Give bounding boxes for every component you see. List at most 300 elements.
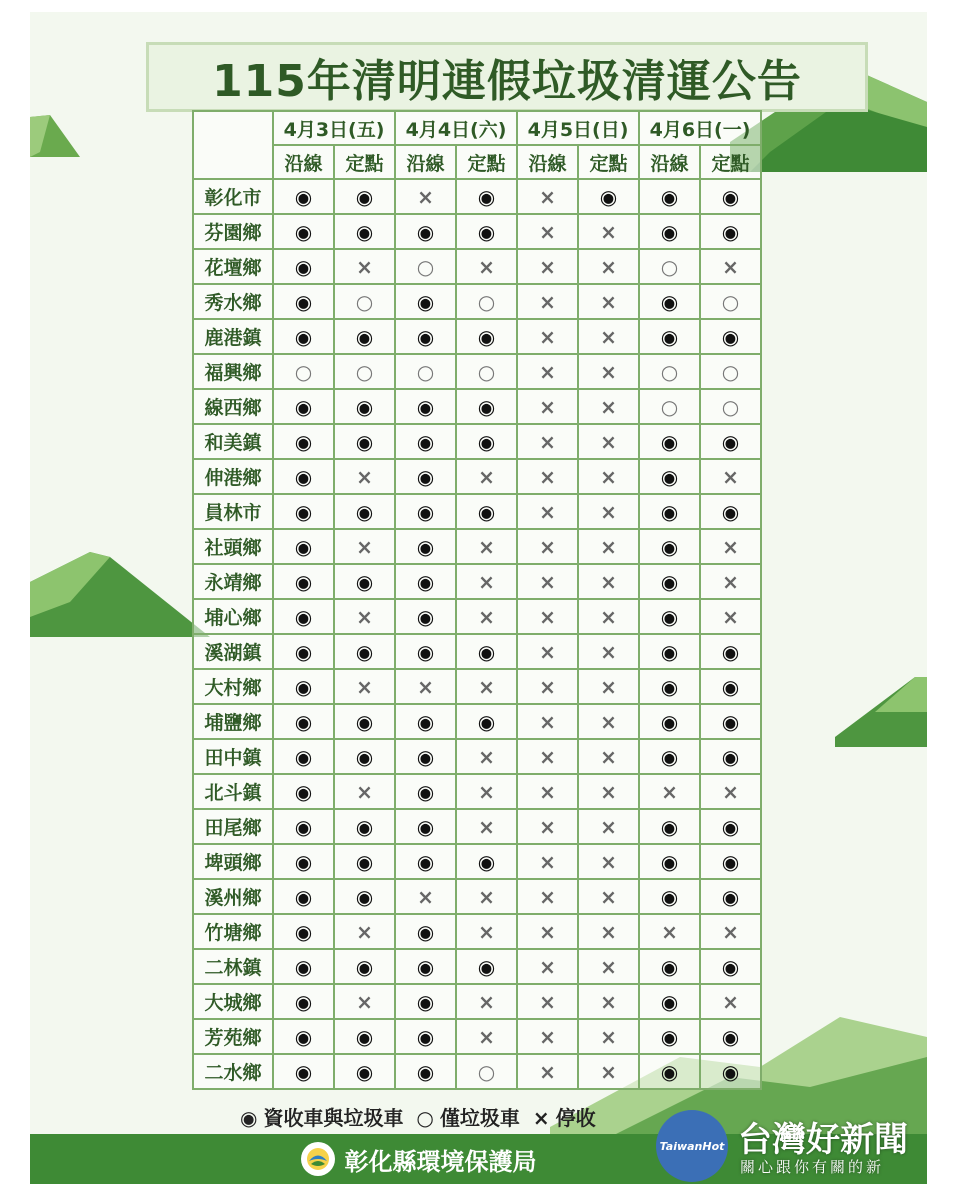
status-cell-day1-fixed — [334, 809, 395, 844]
page-title: 115年清明連假垃圾清運公告 — [212, 56, 802, 107]
status-cell-day2-fixed — [456, 774, 517, 809]
schedule-table — [192, 110, 762, 1090]
status-cell-day4-route — [639, 1054, 700, 1089]
status-cell-day2-fixed — [456, 949, 517, 984]
status-cell-day3-route — [517, 564, 578, 599]
table-row — [193, 249, 761, 284]
status-symbol-both: ◉ — [721, 429, 740, 454]
status-cell-day2-route — [395, 354, 456, 389]
town-name: 二水鄉 — [193, 1054, 273, 1089]
status-symbol-both: ◉ — [660, 814, 679, 839]
status-symbol-stop: × — [478, 989, 495, 1014]
status-cell-day4-fixed — [700, 634, 761, 669]
status-symbol-stop: × — [478, 779, 495, 804]
table-row — [193, 599, 761, 634]
status-cell-day3-route — [517, 214, 578, 249]
status-symbol-stop: × — [356, 464, 373, 489]
status-symbol-stop: × — [600, 919, 617, 944]
status-symbol-both: ◉ — [355, 394, 374, 419]
status-cell-day1-route — [273, 249, 334, 284]
status-symbol-stop: × — [600, 569, 617, 594]
sub-header-route: 沿線 — [395, 145, 456, 179]
status-symbol-stop: × — [539, 499, 556, 524]
status-cell-day1-fixed — [334, 914, 395, 949]
sub-header-route: 沿線 — [517, 145, 578, 179]
town-name: 二林鎮 — [193, 949, 273, 984]
status-symbol-stop: × — [539, 639, 556, 664]
status-cell-day2-fixed — [456, 214, 517, 249]
status-cell-day4-fixed — [700, 879, 761, 914]
status-cell-day1-route — [273, 774, 334, 809]
table-row — [193, 179, 761, 214]
watermark-slogan: 關心跟你有關的新 — [740, 1158, 885, 1176]
status-cell-day1-fixed — [334, 1019, 395, 1054]
status-cell-day2-fixed — [456, 389, 517, 424]
status-cell-day2-fixed — [456, 494, 517, 529]
status-cell-day4-route — [639, 424, 700, 459]
status-cell-day2-route — [395, 564, 456, 599]
status-cell-day4-fixed — [700, 599, 761, 634]
status-symbol-both: ◉ — [660, 709, 679, 734]
status-symbol-stop: × — [600, 779, 617, 804]
status-cell-day1-route — [273, 494, 334, 529]
status-symbol-stop: × — [539, 919, 556, 944]
sub-header-row — [193, 145, 761, 179]
status-cell-day3-fixed — [578, 669, 639, 704]
status-symbol-garbage: ○ — [721, 289, 740, 314]
status-symbol-garbage: ○ — [416, 359, 435, 384]
date-header-row — [193, 111, 761, 145]
table-row — [193, 984, 761, 1019]
status-cell-day1-route — [273, 284, 334, 319]
status-symbol-stop: × — [600, 219, 617, 244]
status-symbol-stop: × — [356, 604, 373, 629]
status-cell-day1-route — [273, 459, 334, 494]
status-cell-day2-route — [395, 669, 456, 704]
status-cell-day1-route — [273, 1054, 334, 1089]
status-symbol-garbage: ○ — [721, 394, 740, 419]
status-cell-day3-fixed — [578, 179, 639, 214]
status-symbol-both: ◉ — [416, 1059, 435, 1084]
status-symbol-stop: × — [539, 1024, 556, 1049]
status-symbol-both: ◉ — [355, 324, 374, 349]
status-cell-day3-fixed — [578, 1054, 639, 1089]
status-cell-day1-fixed — [334, 704, 395, 739]
status-symbol-both: ◉ — [294, 989, 313, 1014]
status-cell-day3-route — [517, 179, 578, 214]
status-symbol-both: ◉ — [660, 184, 679, 209]
status-cell-day2-route — [395, 389, 456, 424]
status-cell-day1-fixed — [334, 669, 395, 704]
status-symbol-both: ◉ — [660, 849, 679, 874]
status-symbol-stop: × — [539, 219, 556, 244]
town-name: 鹿港鎮 — [193, 319, 273, 354]
status-cell-day2-fixed — [456, 914, 517, 949]
table-row — [193, 704, 761, 739]
status-symbol-stop: × — [600, 884, 617, 909]
status-cell-day1-route — [273, 319, 334, 354]
status-cell-day3-fixed — [578, 284, 639, 319]
status-cell-day2-fixed — [456, 879, 517, 914]
status-cell-day2-fixed — [456, 844, 517, 879]
status-cell-day4-fixed — [700, 284, 761, 319]
status-cell-day4-route — [639, 354, 700, 389]
town-name: 田中鎮 — [193, 739, 273, 774]
mountain-mid-left-decoration — [30, 542, 210, 637]
status-cell-day4-fixed — [700, 529, 761, 564]
status-symbol-garbage: ○ — [660, 394, 679, 419]
status-cell-day1-route — [273, 389, 334, 424]
status-symbol-both: ◉ — [416, 849, 435, 874]
status-symbol-stop: × — [722, 604, 739, 629]
status-cell-day1-route — [273, 704, 334, 739]
town-name: 秀水鄉 — [193, 284, 273, 319]
table-row — [193, 914, 761, 949]
table-row — [193, 634, 761, 669]
status-symbol-both: ◉ — [416, 499, 435, 524]
status-cell-day2-route — [395, 599, 456, 634]
status-symbol-both: ◉ — [721, 184, 740, 209]
status-symbol-both: ◉ — [477, 324, 496, 349]
status-symbol-both: ◉ — [355, 954, 374, 979]
status-symbol-both: ◉ — [721, 814, 740, 839]
status-symbol-both: ◉ — [477, 639, 496, 664]
table-row — [193, 564, 761, 599]
status-symbol-both: ◉ — [416, 569, 435, 594]
status-symbol-both: ◉ — [721, 884, 740, 909]
status-symbol-stop: × — [478, 534, 495, 559]
status-symbol-both: ◉ — [660, 464, 679, 489]
status-symbol-stop: × — [478, 464, 495, 489]
status-cell-day4-fixed — [700, 354, 761, 389]
status-cell-day2-route — [395, 634, 456, 669]
status-cell-day4-fixed — [700, 949, 761, 984]
status-symbol-both: ◉ — [355, 814, 374, 839]
town-name: 伸港鄉 — [193, 459, 273, 494]
status-symbol-stop: × — [539, 989, 556, 1014]
status-symbol-both: ◉ — [355, 709, 374, 734]
status-symbol-stop: × — [539, 569, 556, 594]
status-cell-day1-route — [273, 179, 334, 214]
status-cell-day4-route — [639, 319, 700, 354]
status-symbol-stop: × — [539, 744, 556, 769]
status-symbol-stop: × — [478, 569, 495, 594]
table-row — [193, 809, 761, 844]
status-symbol-stop: × — [600, 709, 617, 734]
status-symbol-both: ◉ — [660, 289, 679, 314]
status-cell-day3-fixed — [578, 739, 639, 774]
status-cell-day3-route — [517, 249, 578, 284]
status-cell-day1-route — [273, 214, 334, 249]
status-cell-day3-fixed — [578, 634, 639, 669]
table-row — [193, 319, 761, 354]
status-symbol-both: ◉ — [294, 1059, 313, 1084]
status-symbol-both: ◉ — [416, 604, 435, 629]
status-symbol-both: ◉ — [355, 1059, 374, 1084]
status-symbol-stop: × — [356, 534, 373, 559]
table-row — [193, 529, 761, 564]
status-symbol-both: ◉ — [355, 744, 374, 769]
status-symbol-stop: × — [417, 674, 434, 699]
status-symbol-both: ◉ — [660, 884, 679, 909]
agency-logo-icon — [301, 1142, 335, 1176]
status-symbol-stop: × — [539, 954, 556, 979]
status-symbol-stop: × — [478, 604, 495, 629]
status-symbol-both: ◉ — [477, 709, 496, 734]
status-cell-day1-fixed — [334, 599, 395, 634]
status-cell-day1-route — [273, 879, 334, 914]
status-cell-day2-fixed — [456, 634, 517, 669]
status-symbol-stop: × — [539, 709, 556, 734]
status-symbol-stop: × — [539, 254, 556, 279]
status-symbol-both: ◉ — [294, 219, 313, 244]
status-cell-day1-route — [273, 354, 334, 389]
status-cell-day3-fixed — [578, 1019, 639, 1054]
status-symbol-both: ◉ — [721, 219, 740, 244]
status-cell-day4-route — [639, 669, 700, 704]
sub-header-fixed: 定點 — [334, 145, 395, 179]
announcement-poster — [30, 12, 927, 1184]
status-symbol-garbage: ○ — [294, 359, 313, 384]
status-symbol-both: ◉ — [660, 954, 679, 979]
status-symbol-both: ◉ — [294, 849, 313, 874]
status-symbol-stop: × — [600, 1024, 617, 1049]
status-symbol-both: ◉ — [294, 499, 313, 524]
status-cell-day3-route — [517, 984, 578, 1019]
status-cell-day1-fixed — [334, 879, 395, 914]
status-symbol-both: ◉ — [416, 219, 435, 244]
status-cell-day4-route — [639, 879, 700, 914]
status-symbol-both: ◉ — [355, 849, 374, 874]
status-symbol-both: ◉ — [294, 429, 313, 454]
status-cell-day4-route — [639, 179, 700, 214]
status-cell-day4-fixed — [700, 564, 761, 599]
status-symbol-garbage: ○ — [477, 1059, 496, 1084]
legend-garbage-symbol: ○ — [416, 1106, 434, 1130]
status-symbol-stop: × — [722, 919, 739, 944]
status-cell-day2-fixed — [456, 354, 517, 389]
status-symbol-both: ◉ — [660, 989, 679, 1014]
status-symbol-both: ◉ — [721, 639, 740, 664]
status-cell-day3-route — [517, 529, 578, 564]
sub-header-fixed: 定點 — [456, 145, 517, 179]
status-symbol-stop: × — [600, 289, 617, 314]
status-cell-day4-route — [639, 984, 700, 1019]
status-cell-day1-fixed — [334, 494, 395, 529]
status-symbol-stop: × — [356, 674, 373, 699]
status-symbol-both: ◉ — [416, 1024, 435, 1049]
status-symbol-both: ◉ — [721, 709, 740, 734]
status-symbol-both: ◉ — [660, 534, 679, 559]
status-symbol-both: ◉ — [294, 744, 313, 769]
status-symbol-both: ◉ — [416, 954, 435, 979]
status-cell-day4-route — [639, 914, 700, 949]
status-cell-day1-fixed — [334, 214, 395, 249]
status-cell-day3-fixed — [578, 459, 639, 494]
status-symbol-both: ◉ — [294, 954, 313, 979]
status-cell-day2-route — [395, 914, 456, 949]
status-cell-day1-route — [273, 809, 334, 844]
status-symbol-both: ◉ — [294, 324, 313, 349]
status-cell-day4-fixed — [700, 424, 761, 459]
status-symbol-both: ◉ — [294, 464, 313, 489]
status-symbol-stop: × — [356, 919, 373, 944]
status-cell-day3-route — [517, 669, 578, 704]
status-cell-day2-route — [395, 1054, 456, 1089]
status-symbol-stop: × — [417, 184, 434, 209]
town-name: 竹塘鄉 — [193, 914, 273, 949]
status-symbol-stop: × — [661, 919, 678, 944]
status-cell-day2-fixed — [456, 284, 517, 319]
status-cell-day1-route — [273, 564, 334, 599]
status-symbol-both: ◉ — [721, 954, 740, 979]
status-cell-day4-fixed — [700, 809, 761, 844]
town-name: 和美鎮 — [193, 424, 273, 459]
status-cell-day3-fixed — [578, 914, 639, 949]
status-symbol-both: ◉ — [355, 639, 374, 664]
legend-garbage-label: 僅垃圾車 — [439, 1106, 520, 1130]
town-name: 芬園鄉 — [193, 214, 273, 249]
town-name: 福興鄉 — [193, 354, 273, 389]
status-symbol-both: ◉ — [416, 429, 435, 454]
status-cell-day2-route — [395, 984, 456, 1019]
table-row — [193, 459, 761, 494]
status-cell-day4-route — [639, 844, 700, 879]
status-cell-day3-route — [517, 319, 578, 354]
status-symbol-both: ◉ — [294, 674, 313, 699]
status-symbol-garbage: ○ — [477, 289, 496, 314]
status-cell-day3-fixed — [578, 949, 639, 984]
status-cell-day4-fixed — [700, 249, 761, 284]
status-symbol-stop: × — [356, 989, 373, 1014]
status-cell-day4-fixed — [700, 844, 761, 879]
status-cell-day1-route — [273, 914, 334, 949]
status-cell-day4-fixed — [700, 669, 761, 704]
status-cell-day2-fixed — [456, 599, 517, 634]
status-cell-day2-route — [395, 249, 456, 284]
status-cell-day3-route — [517, 914, 578, 949]
status-cell-day3-route — [517, 389, 578, 424]
status-cell-day1-route — [273, 844, 334, 879]
status-symbol-both: ◉ — [660, 499, 679, 524]
legend-both-label: 資收車與垃圾車 — [263, 1106, 404, 1130]
date-header: 4月4日(六) — [395, 111, 517, 145]
status-symbol-stop: × — [722, 534, 739, 559]
status-symbol-both: ◉ — [477, 499, 496, 524]
status-cell-day2-route — [395, 704, 456, 739]
status-cell-day3-route — [517, 1054, 578, 1089]
status-cell-day3-fixed — [578, 704, 639, 739]
status-symbol-stop: × — [539, 779, 556, 804]
status-cell-day2-fixed — [456, 704, 517, 739]
status-symbol-stop: × — [600, 499, 617, 524]
status-cell-day4-fixed — [700, 984, 761, 1019]
status-symbol-stop: × — [600, 394, 617, 419]
status-cell-day2-fixed — [456, 249, 517, 284]
status-symbol-garbage: ○ — [660, 359, 679, 384]
status-symbol-both: ◉ — [294, 534, 313, 559]
date-header: 4月6日(一) — [639, 111, 761, 145]
status-symbol-both: ◉ — [660, 429, 679, 454]
status-symbol-both: ◉ — [477, 849, 496, 874]
status-symbol-stop: × — [600, 429, 617, 454]
status-symbol-stop: × — [478, 884, 495, 909]
status-cell-day4-fixed — [700, 914, 761, 949]
status-cell-day3-fixed — [578, 214, 639, 249]
status-symbol-both: ◉ — [721, 1059, 740, 1084]
status-symbol-both: ◉ — [294, 254, 313, 279]
town-name: 北斗鎮 — [193, 774, 273, 809]
status-cell-day2-route — [395, 494, 456, 529]
town-name: 埔鹽鄉 — [193, 704, 273, 739]
status-cell-day3-route — [517, 949, 578, 984]
status-symbol-stop: × — [722, 989, 739, 1014]
status-cell-day4-fixed — [700, 1054, 761, 1089]
table-row — [193, 1054, 761, 1089]
agency-name: 彰化縣環境保護局 — [344, 1147, 537, 1176]
status-symbol-stop: × — [600, 324, 617, 349]
status-cell-day2-route — [395, 284, 456, 319]
status-symbol-stop: × — [539, 674, 556, 699]
status-symbol-both: ◉ — [660, 1024, 679, 1049]
status-cell-day2-route — [395, 739, 456, 774]
status-cell-day1-fixed — [334, 459, 395, 494]
status-cell-day3-route — [517, 284, 578, 319]
status-cell-day2-fixed — [456, 984, 517, 1019]
status-cell-day2-fixed — [456, 424, 517, 459]
status-cell-day4-route — [639, 739, 700, 774]
status-cell-day1-fixed — [334, 249, 395, 284]
status-symbol-both: ◉ — [721, 744, 740, 769]
watermark-logo: TaiwanHot — [656, 1110, 728, 1182]
status-cell-day2-route — [395, 459, 456, 494]
status-symbol-both: ◉ — [477, 184, 496, 209]
status-symbol-stop: × — [600, 464, 617, 489]
status-cell-day3-fixed — [578, 984, 639, 1019]
status-symbol-stop: × — [539, 884, 556, 909]
status-cell-day2-fixed — [456, 669, 517, 704]
status-cell-day4-fixed — [700, 1019, 761, 1054]
status-symbol-stop: × — [661, 779, 678, 804]
status-symbol-both: ◉ — [721, 324, 740, 349]
status-cell-day3-fixed — [578, 844, 639, 879]
status-cell-day2-route — [395, 319, 456, 354]
town-name: 永靖鄉 — [193, 564, 273, 599]
status-cell-day1-route — [273, 984, 334, 1019]
town-name: 埔心鄉 — [193, 599, 273, 634]
town-name: 田尾鄉 — [193, 809, 273, 844]
status-cell-day2-fixed — [456, 319, 517, 354]
status-cell-day3-fixed — [578, 424, 639, 459]
status-symbol-both: ◉ — [477, 219, 496, 244]
status-symbol-both: ◉ — [477, 429, 496, 454]
status-cell-day2-route — [395, 214, 456, 249]
status-cell-day2-fixed — [456, 1019, 517, 1054]
status-symbol-both: ◉ — [416, 394, 435, 419]
status-symbol-both: ◉ — [660, 569, 679, 594]
status-cell-day4-fixed — [700, 214, 761, 249]
status-symbol-both: ◉ — [355, 884, 374, 909]
status-cell-day4-route — [639, 249, 700, 284]
status-symbol-both: ◉ — [416, 289, 435, 314]
status-cell-day1-fixed — [334, 354, 395, 389]
status-symbol-stop: × — [478, 674, 495, 699]
sub-header-fixed: 定點 — [578, 145, 639, 179]
town-name: 芳苑鄉 — [193, 1019, 273, 1054]
status-cell-day3-route — [517, 879, 578, 914]
status-symbol-both: ◉ — [721, 849, 740, 874]
status-cell-day1-route — [273, 949, 334, 984]
